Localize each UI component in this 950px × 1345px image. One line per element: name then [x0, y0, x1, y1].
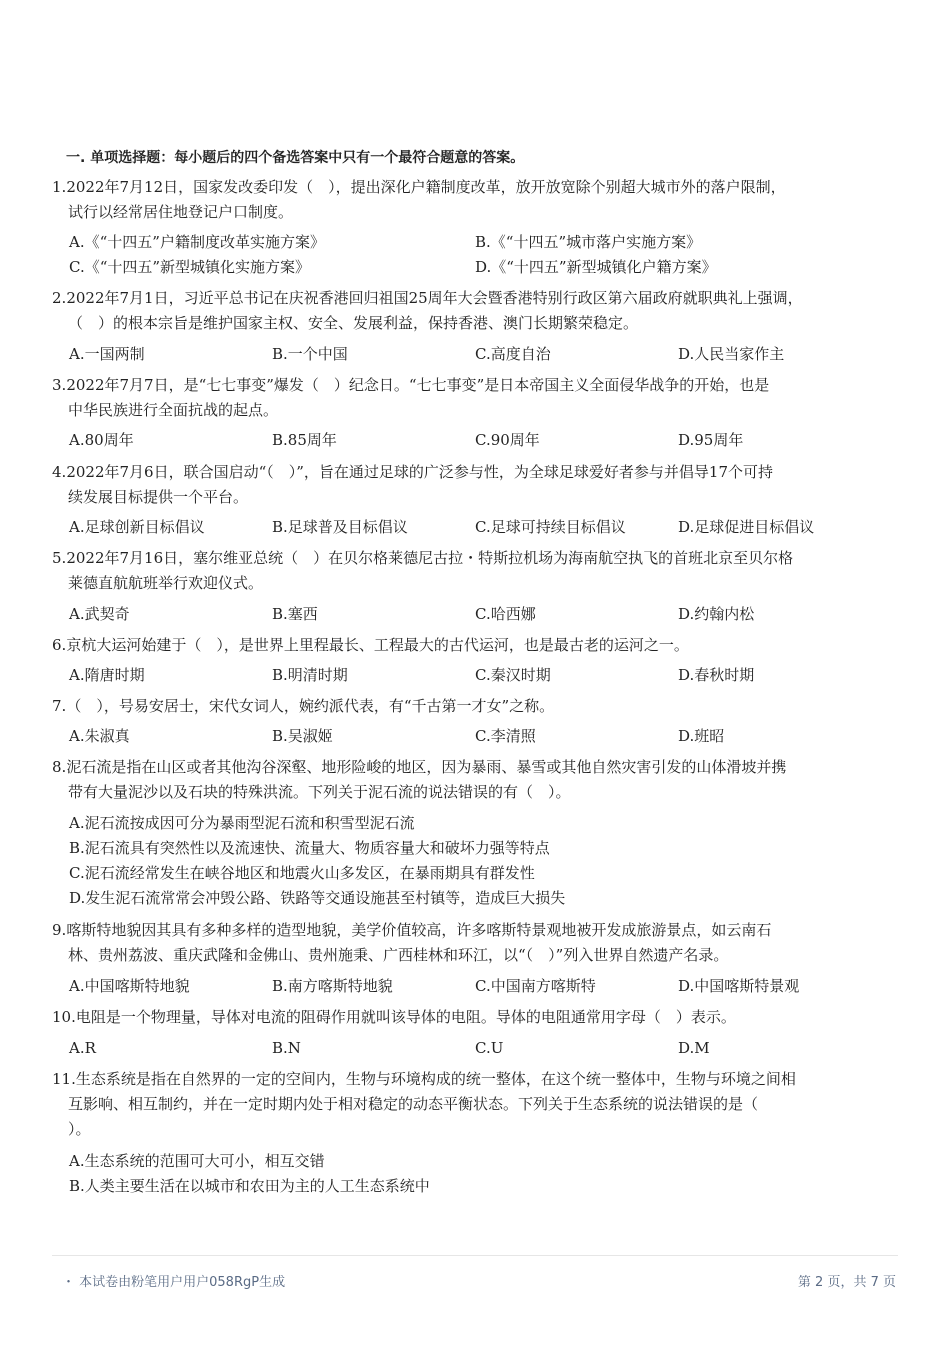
option-b[interactable]: B.明清时期 [272, 666, 348, 684]
option-a[interactable]: A.生态系统的范围可大可小，相互交错 [69, 1152, 325, 1170]
option-d[interactable]: D.发生泥石流常常会冲毁公路、铁路等交通设施甚至村镇等，造成巨大损失 [69, 889, 566, 907]
option-b[interactable]: B.足球普及目标倡议 [272, 518, 408, 536]
option-d[interactable]: D.人民当家作主 [678, 345, 785, 363]
option-a[interactable]: A.朱淑真 [69, 727, 130, 745]
question-stem-line: 2022年7月16日，塞尔维亚总统（ ）在贝尔格莱德尼古拉・特斯拉机场为海南航空执飞的首班北京至贝尔格 [66, 549, 794, 567]
question-number: 4. [52, 463, 67, 481]
option-b[interactable]: B.塞西 [272, 605, 318, 623]
option-b[interactable]: B.泥石流具有突然性以及流速快、流量大、物质容量大和破坏力强等特点 [69, 839, 550, 857]
option-c[interactable]: C.《“十四五”新型城镇化实施方案》 [69, 258, 311, 276]
options-2 [69, 342, 899, 367]
options-11 [69, 1149, 899, 1199]
option-c[interactable]: C.秦汉时期 [475, 666, 551, 684]
footer-divider [52, 1255, 898, 1256]
question-stem-line: ）。 [68, 1120, 91, 1138]
question-stem-line: 2022年7月7日，是“七七事变”爆发（ ）纪念日。“七七事变”是日本帝国主义全面侵华战争的开始，也是 [66, 376, 770, 394]
question-stem-line: 喀斯特地貌因其具有多种多样的造型地貌，美学价值较高，许多喀斯特景观地被开发成旅游景点，如云南石 [66, 921, 772, 939]
option-c[interactable]: C.中国南方喀斯特 [475, 977, 596, 995]
options-6 [69, 663, 899, 688]
options-8 [69, 811, 899, 911]
question-6 [52, 633, 882, 658]
question-1 [52, 175, 882, 225]
option-c[interactable]: C.高度自治 [475, 345, 551, 363]
question-stem-line: 试行以经常居住地登记户口制度。 [68, 203, 294, 221]
option-d[interactable]: D.约翰内松 [678, 605, 755, 623]
question-stem-line: 京杭大运河始建于（ ），是世界上里程最长、工程最大的古代运河，也是最古老的运河之一。 [66, 636, 689, 654]
question-5 [52, 546, 882, 596]
question-stem-line: 生态系统是指在自然界的一定的空间内，生物与环境构成的统一整体，在这个统一整体中，生物与环境之间相 [75, 1070, 796, 1088]
options-1 [69, 230, 899, 280]
option-a[interactable]: A.80周年 [69, 431, 134, 449]
question-stem-line: 2022年7月12日，国家发改委印发（ ），提出深化户籍制度改革，放开放宽除个别超大城市外的落户限制， [66, 178, 786, 196]
question-10 [52, 1005, 882, 1030]
question-stem-line: 2022年7月1日，习近平总书记在庆祝香港回归祖国25周年大会暨香港特别行政区第六届政府就职典礼上强调， [66, 289, 803, 307]
option-a[interactable]: A.足球创新目标倡议 [69, 518, 205, 536]
option-b[interactable]: B.N [272, 1039, 301, 1057]
options-9 [69, 974, 899, 999]
options-7 [69, 724, 899, 749]
option-b[interactable]: B.人类主要生活在以城市和农田为主的人工生态系统中 [69, 1177, 430, 1195]
option-d[interactable]: D.班昭 [678, 727, 725, 745]
question-number: 11. [52, 1070, 76, 1088]
question-stem-line: 互影响、相互制约，并在一定时期内处于相对稳定的动态平衡状态。下列关于生态系统的说法错误的是（ [68, 1095, 759, 1113]
question-number: 7. [52, 697, 67, 715]
question-number: 6. [52, 636, 67, 654]
question-stem-line: （ ）的根本宗旨是维护国家主权、安全、发展利益，保持香港、澳门长期繁荣稳定。 [68, 314, 639, 332]
question-number: 10. [52, 1008, 76, 1026]
option-b[interactable]: B.南方喀斯特地貌 [272, 977, 393, 995]
question-number: 2. [52, 289, 67, 307]
question-stem-line: 带有大量泥沙以及石块的特殊洪流。下列关于泥石流的说法错误的有（ ）。 [68, 783, 571, 801]
option-a[interactable]: A.R [69, 1039, 96, 1057]
option-c[interactable]: C.哈西娜 [475, 605, 536, 623]
option-c[interactable]: C.李清照 [475, 727, 536, 745]
question-number: 9. [52, 921, 67, 939]
option-c[interactable]: C.90周年 [475, 431, 540, 449]
footer-page-number: 第 2 页，共 7 页 [797, 1275, 896, 1290]
question-number: 3. [52, 376, 67, 394]
question-stem-line: 莱德直航航班举行欢迎仪式。 [68, 574, 264, 592]
options-4 [69, 515, 899, 540]
option-b[interactable]: B.85周年 [272, 431, 337, 449]
option-a[interactable]: A.《“十四五”户籍制度改革实施方案》 [69, 233, 325, 251]
question-4 [52, 460, 882, 510]
option-b[interactable]: B.一个中国 [272, 345, 348, 363]
option-a[interactable]: A.中国喀斯特地貌 [69, 977, 190, 995]
question-number: 8. [52, 758, 67, 776]
question-stem-line: 电阻是一个物理量，导体对电流的阻碍作用就叫该导体的电阻。导体的电阻通常用字母（ ）表示。 [75, 1008, 736, 1026]
options-10 [69, 1036, 899, 1061]
option-b[interactable]: B.《“十四五”城市落户实施方案》 [475, 233, 702, 251]
question-8 [52, 755, 882, 805]
option-c[interactable]: C.U [475, 1039, 504, 1057]
option-d[interactable]: D.M [678, 1039, 710, 1057]
option-a[interactable]: A.武契奇 [69, 605, 130, 623]
question-stem-line: 泥石流是指在山区或者其他沟谷深壑、地形险峻的地区，因为暴雨、暴雪或其他自然灾害引发的山体滑坡并携 [66, 758, 787, 776]
section-title: 一. 单项选择题：每小题后的四个备选答案中只有一个最符合题意的答案。 [66, 150, 525, 166]
options-5 [69, 602, 899, 627]
footer-generated-by: ・ 本试卷由粉笔用户用户058RgP生成 [62, 1275, 286, 1290]
question-stem-line: （ ），号易安居士，宋代女词人，婉约派代表，有“千古第一才女”之称。 [66, 697, 555, 715]
option-d[interactable]: D.足球促进目标倡议 [678, 518, 815, 536]
option-a[interactable]: A.一国两制 [69, 345, 145, 363]
question-9 [52, 918, 882, 968]
option-c[interactable]: C.泥石流经常发生在峡谷地区和地震火山多发区，在暴雨期具有群发性 [69, 864, 535, 882]
question-number: 1. [52, 178, 67, 196]
question-stem-line: 中华民族进行全面抗战的起点。 [68, 401, 279, 419]
question-2 [52, 286, 882, 336]
option-a[interactable]: A.泥石流按成因可分为暴雨型泥石流和积雪型泥石流 [69, 814, 415, 832]
option-d[interactable]: D.中国喀斯特景观 [678, 977, 800, 995]
question-7 [52, 694, 882, 719]
option-c[interactable]: C.足球可持续目标倡议 [475, 518, 626, 536]
option-d[interactable]: D.《“十四五”新型城镇化户籍方案》 [475, 258, 717, 276]
option-d[interactable]: D.95周年 [678, 431, 744, 449]
question-stem-line: 林、贵州荔波、重庆武隆和金佛山、贵州施秉、广西桂林和环江，以“（ ）”列入世界自然遗产名录。 [68, 946, 729, 964]
question-stem-line: 续发展目标提供一个平台。 [68, 488, 249, 506]
option-d[interactable]: D.春秋时期 [678, 666, 755, 684]
question-stem-line: 2022年7月6日，联合国启动“（ ）”，旨在通过足球的广泛参与性，为全球足球爱好者参与并倡导17个可持 [66, 463, 774, 481]
question-3 [52, 373, 882, 423]
option-a[interactable]: A.隋唐时期 [69, 666, 145, 684]
option-b[interactable]: B.吴淑姬 [272, 727, 333, 745]
options-3 [69, 428, 899, 453]
question-11 [52, 1067, 882, 1142]
question-number: 5. [52, 549, 67, 567]
